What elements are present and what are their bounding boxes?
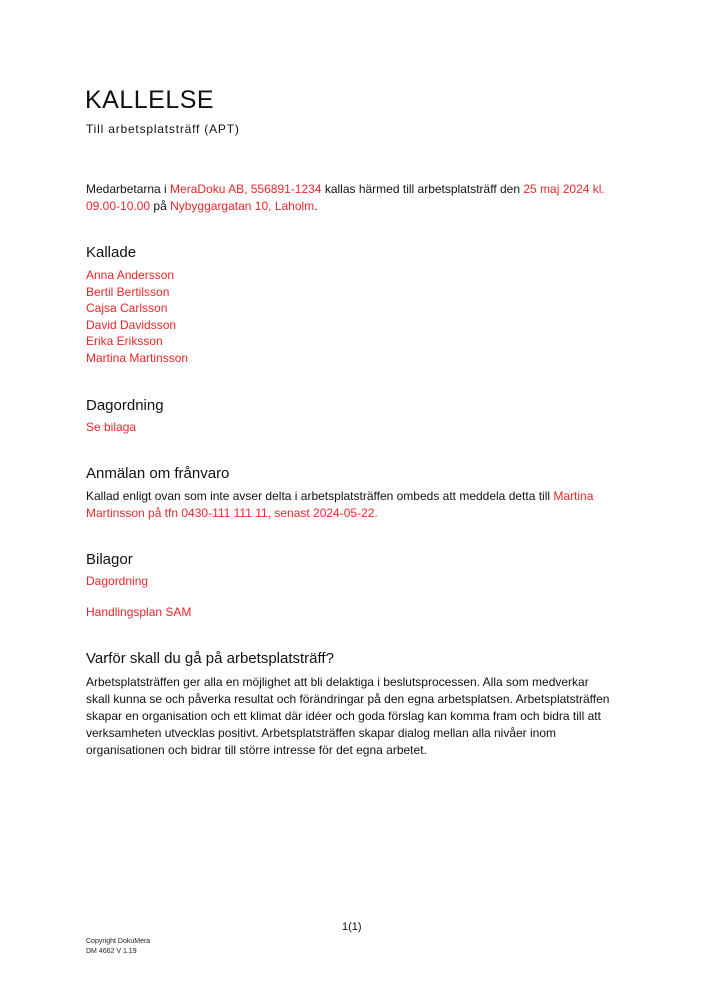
bilaga-item-2: Handlingsplan SAM bbox=[86, 605, 192, 619]
list-item: Erika Eriksson bbox=[86, 334, 163, 348]
intro-text-1: Medarbetarna i bbox=[86, 182, 171, 196]
company-name: MeraDoku AB, 556891-1234 bbox=[170, 182, 322, 196]
bilaga-item-1: Dagordning bbox=[86, 574, 149, 588]
franvaro-paragraph bbox=[86, 488, 626, 522]
document-subtitle: Till arbetsplatsträff (APT) bbox=[86, 122, 240, 136]
meeting-datetime: 25 maj 2024 kl. 09.00-10.00 bbox=[86, 182, 605, 213]
footer-copyright: Copyright DokuMera bbox=[86, 938, 151, 945]
dagordning-heading: Dagordning bbox=[86, 397, 164, 414]
intro-paragraph bbox=[86, 181, 626, 215]
varfor-paragraph: Arbetsplatsträffen ger alla en möjlighet att bli delaktiga i beslutsprocessen. Alla som medverkar skall kunna se och påverka resultat och förändringar på den egna arbetsplatsen. Arbetsplatsträffen skapar en organisation och ett klimat där idéer och goda förslag kan komma fram och bidra till att verksamheten utvecklas positivt. Arbetsplatsträffen skapar dialog mellan alla nivåer inom organisationen och bidrar till större intresse för det egna arbetet. bbox=[86, 675, 610, 757]
footer bbox=[86, 937, 150, 957]
footer-version: DM 4662 V 1.19 bbox=[86, 948, 137, 955]
dagordning-text: Se bilaga bbox=[86, 420, 137, 434]
varfor-heading: Varför skall du gå på arbetsplatsträff? bbox=[86, 650, 334, 667]
document-title: KALLELSE bbox=[85, 86, 215, 114]
franvaro-text: Kallad enligt ovan som inte avser delta i arbetsplatsträffen ombeds att meddela detta till bbox=[86, 489, 554, 503]
intro-text-2: kallas härmed till arbetsplatsträff den bbox=[321, 182, 524, 196]
meeting-place: Nybyggargatan 10, Laholm bbox=[170, 199, 315, 213]
intro-text-3: på bbox=[150, 199, 171, 213]
bilagor-heading: Bilagor bbox=[86, 551, 133, 568]
list-item: Bertil Bertilsson bbox=[86, 284, 170, 299]
list-item: Cajsa Carlsson bbox=[86, 301, 168, 315]
franvaro-heading: Anmälan om frånvaro bbox=[86, 465, 230, 482]
franvaro-contact: Martina Martinsson på tfn 0430-111 111 11, senast 2024-05-22. bbox=[86, 489, 594, 520]
kallade-list bbox=[86, 267, 188, 366]
list-item: Martina Martinsson bbox=[86, 350, 189, 365]
page-number: 1(1) bbox=[342, 921, 362, 933]
kallade-heading: Kallade bbox=[86, 244, 137, 261]
intro-text-4: . bbox=[314, 199, 318, 213]
list-item: Anna Andersson bbox=[86, 268, 175, 282]
list-item: David Davidsson bbox=[86, 317, 177, 332]
